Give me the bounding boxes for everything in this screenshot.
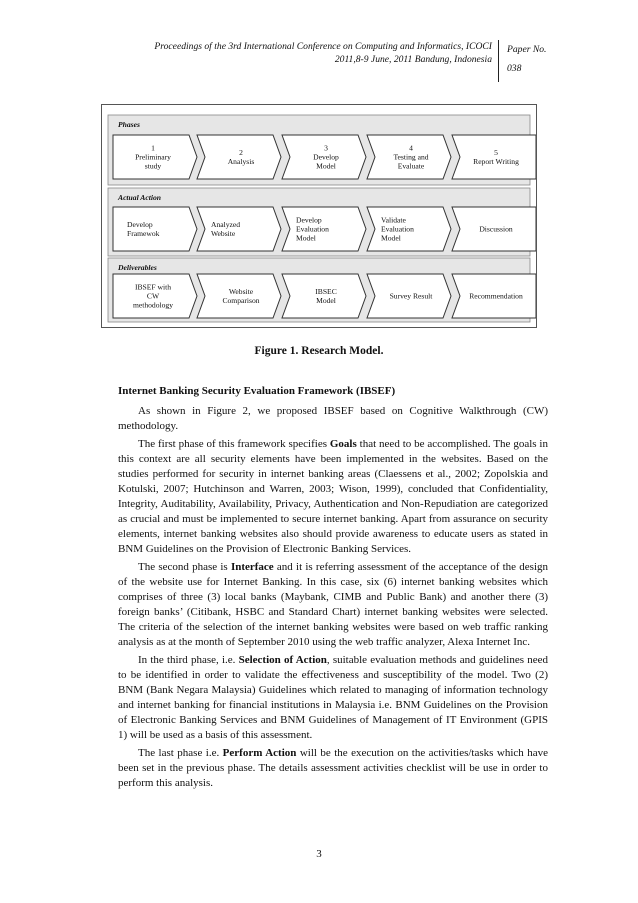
paragraph-4-pre: In the third phase, i.e. (138, 654, 239, 666)
phases-text-3-1: 3 (324, 143, 328, 153)
paragraph-5-pre: The last phase i.e. (138, 747, 223, 759)
phases-text-5-1: 5 (494, 148, 498, 157)
conference-info (118, 40, 492, 66)
phases-text-2-1: 2 (239, 148, 243, 157)
paragraph-5-post: will be the execution on the activities/tasks which have been set in the previous phase. The details assessment activities checklist will be use in order to perform this analysis. (118, 747, 548, 789)
actions-text-2-2: Website (211, 229, 236, 238)
actions-text-5-1: Discussion (479, 224, 513, 234)
deliverables-text-3-2: Model (316, 296, 336, 305)
paragraph-3-post: and it is referring assessment of the acceptance of the design of the website use for Internet Banking. In this case, six (6) internet banking websites which comprises of three (3) local banks (Maybank, CIMB and Public Bank) and another there (3) foreign banks’ (Citibank, HSBC and Standard Chart) internet banking websites were selected. The criteria of the selection of the internet banking websites were based on web traffic ranking analysis as at the month of September 2010 using the web traffic analyzer, Alexa Internet Inc. (118, 561, 549, 648)
phases-text-5-2: Report Writing (473, 157, 519, 166)
actions-text-1-2: Framewok (127, 229, 160, 238)
phases-text-3-2: Develop (313, 152, 339, 162)
paragraph-5-bold: Perform Action (222, 747, 297, 759)
paragraph-2-bold: Goals (329, 438, 357, 450)
section-body (118, 384, 548, 794)
paragraph-1-text: As shown in Figure 2, we proposed IBSEF based on Cognitive Walkthrough (CW) methodology. (118, 405, 548, 432)
figure-caption: Figure 1. Research Model. (254, 345, 384, 357)
header-divider (498, 40, 499, 82)
phases-text-1-3: study (144, 161, 162, 171)
deliverables-text-3-1: IBSEC (315, 287, 337, 296)
actions-text-3-2: Evaluation (296, 224, 329, 234)
paper-number-block (507, 40, 546, 78)
actions-text-4-2: Evaluation (381, 224, 414, 234)
paper-number: 038 (507, 63, 522, 74)
paragraph-4-bold: Selection of Action (238, 654, 327, 666)
research-model-figure (101, 104, 537, 328)
band-label-phases: Phases (118, 120, 140, 129)
page-number: 3 (316, 848, 322, 860)
deliverables-text-2-1: Website (228, 287, 254, 296)
deliverables-text-4-1: Survey Result (389, 291, 433, 301)
phases-text-1-2: Preliminary (135, 152, 171, 162)
paragraph-2-pre: The first phase of this framework specifies (138, 438, 330, 450)
conference-line-1: Proceedings of the 3rd International Conference on Computing and Informatics, ICOCI (154, 41, 492, 52)
deliverables-text-2-2: Comparison (222, 296, 260, 305)
deliverables-text-5-1: Recommendation (469, 291, 523, 301)
deliverables-text-1-2: CW (146, 291, 160, 301)
actions-shape-2 (197, 207, 281, 251)
actions-text-2-1: Analyzed (211, 220, 241, 229)
paragraph-2-post: that need to be accomplished. The goals in this context are all security elements have been implemented in the websites. Based on the studies performed for security in internet banking areas (Claessens et al., 2002; Zopolskia and Kotulski, 2007; Hutchinson and Warren, 2003; Wison, 1999), concluded that Confidentiality, Integrity, Auditability, Availability, Privacy, Authentication and Non-Repudiation are categorized as crucial and must be implemented to secure internet banking. Apart from assurance on security elements, internet banking websites also should provide awareness to educate users as stated in BNM Guidelines on the Provision of Electronic Banking Services. (118, 438, 548, 555)
band-label-actions: Actual Action (118, 193, 161, 202)
paragraph-4 (118, 653, 548, 743)
phases-text-1-1: 1 (151, 143, 155, 153)
phases-text-3-3: Model (316, 161, 336, 171)
deliverables-text-1-1: IBSEF with (134, 282, 172, 292)
paper-label: Paper No. (507, 44, 547, 55)
conference-line-2: 2011,8-9 June, 2011 Bandung, Indonesia (334, 54, 492, 65)
paragraph-3 (118, 560, 548, 650)
research-model-diagram (102, 105, 536, 327)
paragraph-4-post: , suitable evaluation methods and guidelines need to be identified in order to validate the effectiveness and susceptibility of the model. Two (2) BNM (Bank Negara Malaysia) Guidelines which related to managing of information technology and internet banking for financial institutions in Malaysia i.e. BNM Guidelines on the Provision of Electronic Banking Services and BNM Guidelines of Management of IT Environment (GPIS 1) will be used as a basis of this assessment. (118, 654, 548, 741)
paragraph-3-pre: The second phase is (138, 561, 231, 573)
actions-text-1-1: Develop (127, 220, 153, 229)
phases-text-2-2: Analysis (227, 157, 255, 166)
actions-text-4-3: Model (381, 233, 401, 243)
phases-text-4-2: Testing and (393, 152, 429, 162)
deliverables-text-1-3: methodology (132, 300, 174, 310)
band-label-deliverables: Deliverables (118, 263, 157, 272)
paragraph-3-bold: Interface (230, 561, 274, 573)
phases-text-4-1: 4 (409, 143, 413, 153)
section-title: Internet Banking Security Evaluation Framework (IBSEF) (118, 385, 396, 397)
paragraph-5 (118, 746, 548, 791)
actions-text-3-1: Develop (296, 215, 322, 225)
actions-text-3-3: Model (296, 233, 316, 243)
phases-text-4-3: Evaluate (397, 161, 425, 171)
actions-text-4-1: Validate (381, 215, 406, 225)
paragraph-1 (118, 404, 548, 434)
paragraph-2 (118, 437, 548, 557)
